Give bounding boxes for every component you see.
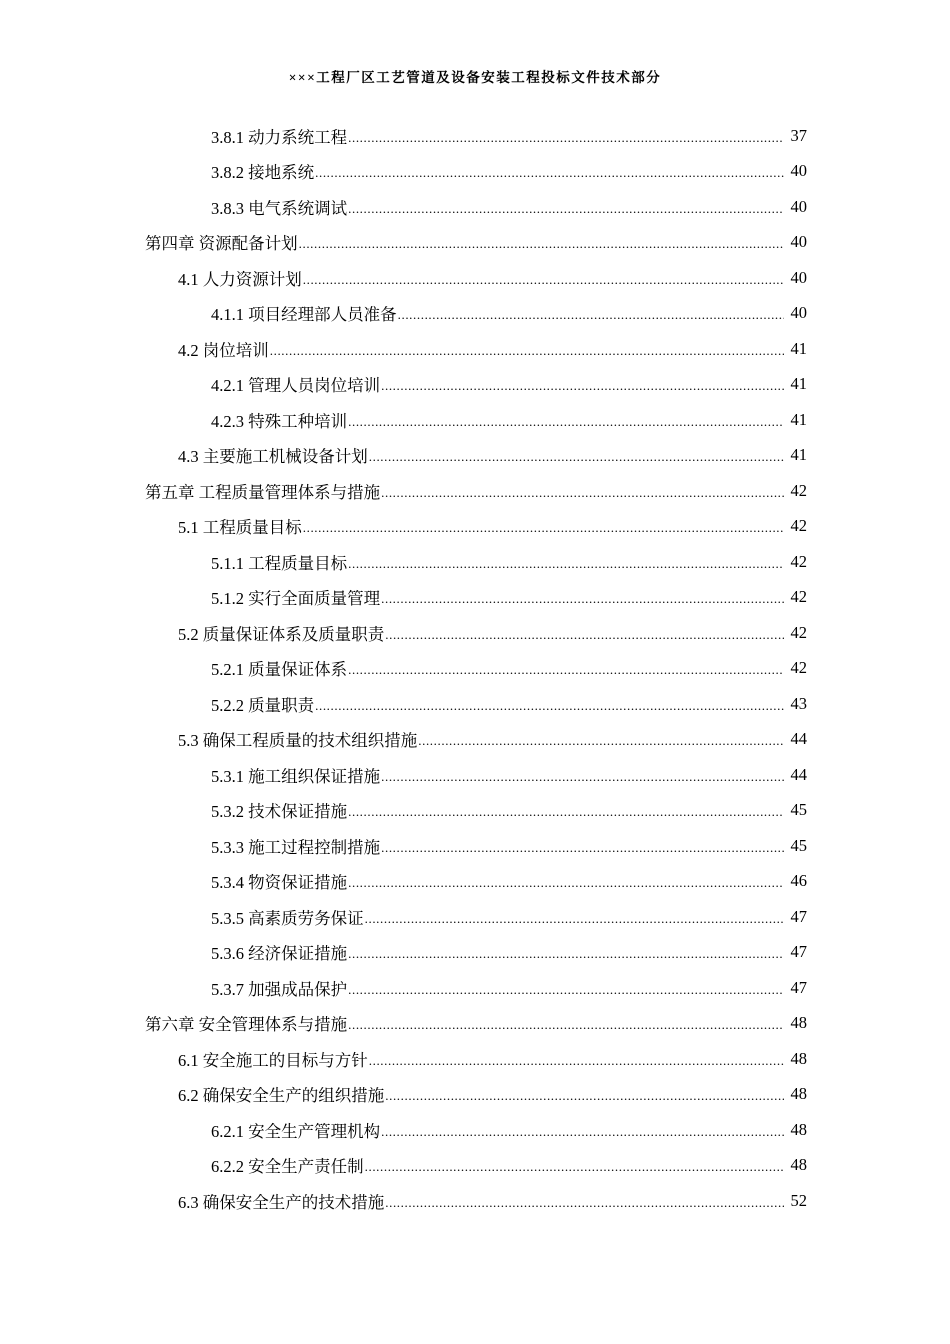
- toc-entry-page-number: 42: [790, 516, 807, 536]
- toc-entry[interactable]: [0, 1006, 950, 1042]
- toc-dot-leader: [385, 623, 784, 643]
- toc-entry[interactable]: [0, 970, 950, 1006]
- toc-entry-label: 6.2.2 安全生产责任制: [211, 1157, 364, 1177]
- toc-dot-leader: [369, 445, 784, 465]
- toc-dot-leader: [315, 161, 784, 181]
- toc-entry[interactable]: [0, 509, 950, 545]
- toc-entry[interactable]: [0, 828, 950, 864]
- toc-entry-label: 3.8.1 动力系统工程: [211, 127, 348, 147]
- toc-entry-page-number: 47: [790, 942, 807, 962]
- toc-entry-label: 5.1.2 实行全面质量管理: [211, 589, 381, 609]
- toc-entry-page-number: 44: [790, 729, 807, 749]
- toc-entry-label: 6.1 安全施工的目标与方针: [178, 1050, 368, 1070]
- toc-entry-label: 5.1 工程质量目标: [178, 518, 302, 538]
- toc-entry-label: 第五章 工程质量管理体系与措施: [145, 482, 381, 502]
- toc-entry[interactable]: [0, 615, 950, 651]
- toc-entry[interactable]: [0, 260, 950, 296]
- toc-entry-label: 5.2 质量保证体系及质量职责: [178, 624, 385, 644]
- toc-dot-leader: [385, 1191, 784, 1211]
- toc-dot-leader: [303, 516, 784, 536]
- toc-entry-label: 3.8.2 接地系统: [211, 163, 315, 183]
- toc-dot-leader: [365, 907, 784, 927]
- toc-entry[interactable]: [0, 1183, 950, 1219]
- toc-entry-label: 5.3 确保工程质量的技术组织措施: [178, 731, 418, 751]
- toc-entry[interactable]: [0, 367, 950, 403]
- header-divider: [145, 96, 807, 97]
- page-header-title: ×××工程厂区工艺管道及设备安装工程投标文件技术部分: [288, 70, 662, 85]
- toc-dot-leader: [381, 765, 784, 785]
- toc-entry-page-number: 52: [790, 1190, 807, 1210]
- toc-entry-label: 4.3 主要施工机械设备计划: [178, 447, 368, 467]
- toc-entry-label: 4.1 人力资源计划: [178, 269, 302, 289]
- toc-entry-label: 5.3.6 经济保证措施: [211, 944, 348, 964]
- toc-dot-leader: [381, 836, 784, 856]
- toc-entry[interactable]: [0, 580, 950, 616]
- toc-dot-leader: [381, 374, 784, 394]
- toc-entry-page-number: 44: [790, 764, 807, 784]
- toc-entry[interactable]: [0, 402, 950, 438]
- toc-dot-leader: [270, 339, 784, 359]
- toc-dot-leader: [381, 481, 784, 501]
- toc-entry-page-number: 45: [790, 835, 807, 855]
- toc-dot-leader: [381, 587, 784, 607]
- toc-dot-leader: [348, 1013, 784, 1033]
- toc-entry[interactable]: [0, 189, 950, 225]
- toc-dot-leader: [303, 268, 784, 288]
- toc-entry[interactable]: [0, 225, 950, 261]
- toc-dot-leader: [385, 1084, 784, 1104]
- toc-entry[interactable]: [0, 722, 950, 758]
- toc-entry[interactable]: [0, 154, 950, 190]
- toc-entry-page-number: 47: [790, 977, 807, 997]
- toc-entry-page-number: 40: [790, 161, 807, 181]
- toc-entry-label: 3.8.3 电气系统调试: [211, 198, 348, 218]
- toc-entry-page-number: 47: [790, 906, 807, 926]
- toc-dot-leader: [348, 410, 784, 430]
- toc-dot-leader: [381, 1120, 784, 1140]
- toc-entry[interactable]: [0, 899, 950, 935]
- toc-entry[interactable]: [0, 686, 950, 722]
- toc-entry-page-number: 42: [790, 658, 807, 678]
- toc-entry-label: 5.3.5 高素质劳务保证: [211, 908, 364, 928]
- toc-entry-label: 第四章 资源配备计划: [145, 234, 298, 254]
- toc-entry-label: 6.2.1 安全生产管理机构: [211, 1121, 381, 1141]
- toc-entry[interactable]: [0, 793, 950, 829]
- toc-entry-page-number: 42: [790, 587, 807, 607]
- toc-entry-label: 6.3 确保安全生产的技术措施: [178, 1192, 385, 1212]
- toc-entry[interactable]: [0, 296, 950, 332]
- toc-entry-page-number: 42: [790, 622, 807, 642]
- toc-entry-page-number: 42: [790, 551, 807, 571]
- toc-entry-label: 5.3.7 加强成品保护: [211, 979, 348, 999]
- toc-dot-leader: [348, 942, 784, 962]
- toc-entry[interactable]: [0, 651, 950, 687]
- toc-entry[interactable]: [0, 118, 950, 154]
- toc-entry-label: 5.3.1 施工组织保证措施: [211, 766, 381, 786]
- toc-entry-label: 4.2 岗位培训: [178, 340, 269, 360]
- toc-dot-leader: [365, 1155, 784, 1175]
- toc-entry-label: 4.2.1 管理人员岗位培训: [211, 376, 381, 396]
- toc-entry-label: 6.2 确保安全生产的组织措施: [178, 1086, 385, 1106]
- toc-entry-page-number: 40: [790, 196, 807, 216]
- toc-entry-page-number: 41: [790, 374, 807, 394]
- toc-entry-page-number: 37: [790, 125, 807, 145]
- toc-entry-page-number: 45: [790, 800, 807, 820]
- toc-dot-leader: [348, 552, 784, 572]
- toc-entry-label: 5.2.2 质量职责: [211, 695, 315, 715]
- toc-entry[interactable]: [0, 1112, 950, 1148]
- toc-entry-page-number: 42: [790, 480, 807, 500]
- toc-entry-label: 5.3.2 技术保证措施: [211, 802, 348, 822]
- toc-dot-leader: [398, 303, 784, 323]
- toc-entry-page-number: 41: [790, 445, 807, 465]
- toc-entry[interactable]: [0, 1041, 950, 1077]
- toc-entry-page-number: 48: [790, 1119, 807, 1139]
- toc-dot-leader: [348, 978, 784, 998]
- toc-entry-label: 第六章 安全管理体系与措施: [145, 1015, 348, 1035]
- toc-entry-label: 5.3.4 物资保证措施: [211, 873, 348, 893]
- toc-entry-page-number: 40: [790, 303, 807, 323]
- toc-dot-leader: [369, 1049, 784, 1069]
- toc-entry[interactable]: [0, 544, 950, 580]
- toc-entry-page-number: 48: [790, 1048, 807, 1068]
- toc-entry-label: 4.1.1 项目经理部人员准备: [211, 305, 397, 325]
- toc-entry-page-number: 41: [790, 338, 807, 358]
- toc-entry-page-number: 40: [790, 267, 807, 287]
- toc-entry[interactable]: [0, 1077, 950, 1113]
- toc-entry[interactable]: [0, 757, 950, 793]
- toc-dot-leader: [348, 197, 784, 217]
- toc-entry-label: 5.2.1 质量保证体系: [211, 660, 348, 680]
- toc-entry-page-number: 48: [790, 1013, 807, 1033]
- toc-dot-leader: [315, 694, 784, 714]
- toc-dot-leader: [348, 800, 784, 820]
- toc-entry-label: 4.2.3 特殊工种培训: [211, 411, 348, 431]
- toc-entry[interactable]: [0, 864, 950, 900]
- toc-entry-page-number: 48: [790, 1084, 807, 1104]
- toc-dot-leader: [348, 658, 784, 678]
- toc-entry-page-number: 48: [790, 1155, 807, 1175]
- toc-entry-label: 5.3.3 施工过程控制措施: [211, 837, 381, 857]
- toc-entry-page-number: 41: [790, 409, 807, 429]
- toc-entry[interactable]: [0, 1148, 950, 1184]
- toc-dot-leader: [348, 126, 784, 146]
- toc-entry[interactable]: [0, 473, 950, 509]
- table-of-contents: [0, 118, 950, 1219]
- toc-entry[interactable]: [0, 331, 950, 367]
- toc-entry-page-number: 40: [790, 232, 807, 252]
- toc-entry-label: 5.1.1 工程质量目标: [211, 553, 348, 573]
- toc-entry[interactable]: [0, 935, 950, 971]
- toc-entry-page-number: 43: [790, 693, 807, 713]
- toc-entry[interactable]: [0, 438, 950, 474]
- toc-dot-leader: [348, 871, 784, 891]
- toc-dot-leader: [299, 232, 784, 252]
- toc-entry-page-number: 46: [790, 871, 807, 891]
- toc-dot-leader: [418, 729, 784, 749]
